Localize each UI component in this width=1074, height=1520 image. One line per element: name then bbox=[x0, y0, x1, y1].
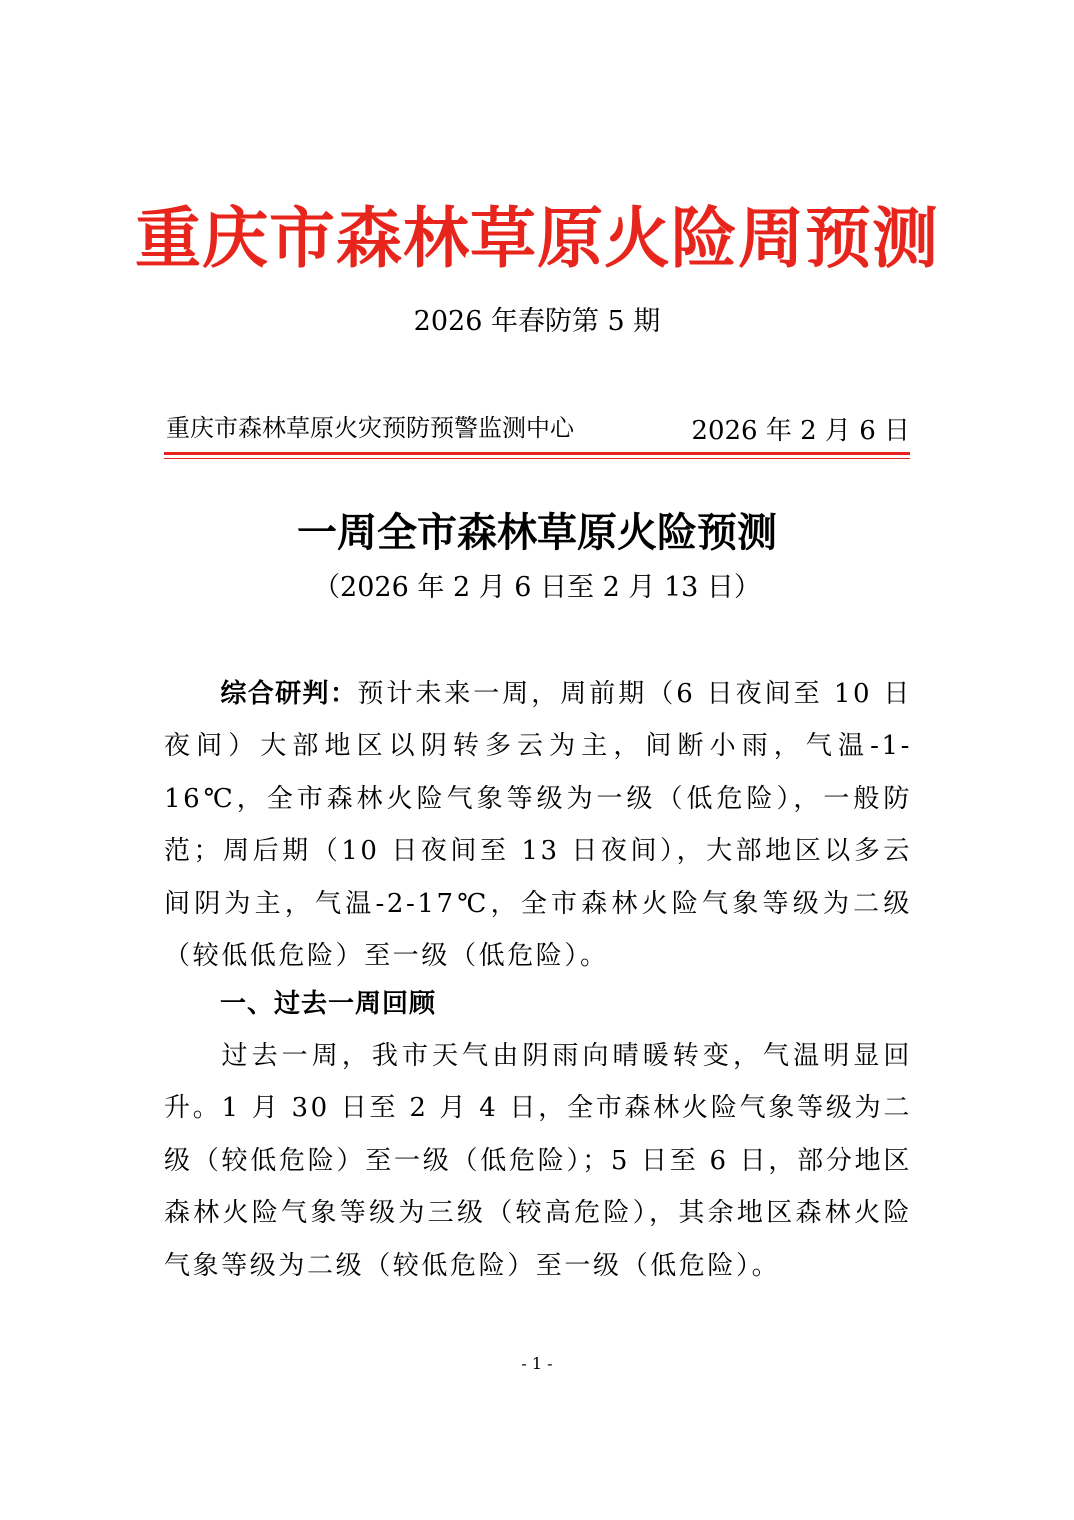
issue-date: 2026 年 2 月 6 日 bbox=[691, 416, 910, 446]
page-number: - 1 - bbox=[521, 1354, 553, 1373]
issue-number: 2026 年春防第 5 期 bbox=[413, 306, 661, 337]
summary-label: 综合研判： bbox=[220, 679, 358, 709]
document-title: 一周全市森林草原火险预测 bbox=[297, 509, 777, 556]
forecast-period: （2026 年 2 月 6 日至 2 月 13 日） bbox=[313, 572, 761, 603]
review-text: 过去一周，我市天气由阴雨向晴暖转变，气温明显回升。1 月 30 日至 2 月 4 日，全市森林火险气象等级为二级（较低危险）至一级（低危险）；5 日至 6 日，部分地区森林火险气象等级为三级（较高危险），其余地区森林火险气象等级为二级（较低危险）至一级（低危险）。 bbox=[164, 1041, 912, 1281]
review-paragraph bbox=[164, 1030, 912, 1292]
summary-text: 预计未来一周，周前期（6 日夜间至 10 日夜间）大部地区以阴转多云为主，间断小雨，气温-1-16℃，全市森林火险气象等级为一级（低危险），一般防范；周后期（10 日夜间至 13 日夜间），大部地区以多云间阴为主，气温-2-17℃，全市森林火险气象等级为二级（较低低危险）至一级（低危险）。 bbox=[164, 679, 912, 972]
red-divider-line-thin bbox=[164, 458, 910, 459]
section-heading-review: 一、过去一周回顾 bbox=[220, 989, 437, 1019]
red-divider-line bbox=[164, 452, 910, 455]
summary-paragraph bbox=[164, 668, 912, 982]
issuer-name: 重庆市森林草原火灾预防预警监测中心 bbox=[166, 414, 574, 442]
masthead-title: 重庆市森林草原火险周预测 bbox=[135, 199, 939, 277]
